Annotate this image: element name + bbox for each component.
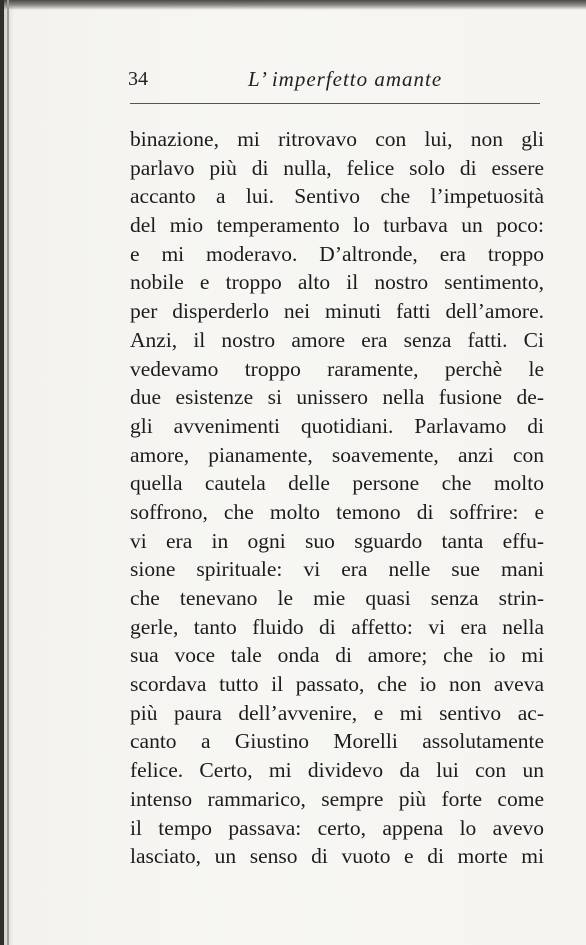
page-number: 34 [128, 68, 148, 90]
text-line: scordava tutto il passato, che io non aveva [130, 672, 544, 697]
text-line: due esistenze si unissero nella fusione de- [130, 385, 544, 410]
text-line: più paura dell’avvenire, e mi sentivo ac- [130, 700, 544, 725]
text-line: il tempo passava: certo, appena lo avevo [130, 815, 544, 840]
text-line: parlavo più di nulla, felice solo di essere [130, 155, 544, 180]
text-line: che tenevano le mie quasi senza strin- [130, 586, 544, 610]
text-line: e mi moderavo. D’altronde, era troppo [130, 241, 544, 266]
header-rule [130, 103, 540, 104]
text-line: gli avvenimenti quotidiani. Parlavamo di [130, 413, 544, 438]
page-top-edge [0, 0, 586, 10]
text-line: sione spirituale: vi era nelle sue mani [130, 557, 544, 582]
page-binding-shadow [7, 0, 9, 945]
text-line: binazione, mi ritrovavo con lui, non gli [130, 127, 544, 151]
text-line: soffrono, che molto temono di soffrire: e [130, 499, 544, 524]
text-line: per disperderlo nei minuti fatti dell’amore. [130, 299, 544, 324]
text-line: Anzi, il nostro amore era senza fatti. Ci [130, 327, 544, 352]
text-line: accanto a lui. Sentivo che l’impetuosità [130, 184, 544, 209]
text-line: nobile e troppo alto il nostro sentimento, [130, 270, 544, 295]
text-line: felice. Certo, mi dividevo da lui con un [130, 758, 544, 783]
text-line: del mio temperamento lo turbava un poco: [130, 213, 544, 238]
running-title: L’ imperfetto amante [248, 67, 443, 91]
text-line: lasciato, un senso di vuoto e di morte mi [130, 844, 544, 869]
text-line: quella cautela delle persone che molto [130, 471, 544, 496]
text-line: gerle, tanto fluido di affetto: vi era nella [130, 614, 544, 639]
text-line: intenso rammarico, sempre più forte come [130, 786, 544, 811]
text-line: canto a Giustino Morelli assolutamente [130, 729, 544, 754]
page-binding-edge [0, 0, 4, 945]
text-line: vedevamo troppo raramente, perchè le [130, 356, 544, 381]
text-line: sua voce tale onda di amore; che io mi [130, 643, 544, 668]
body-text [130, 125, 544, 871]
text-line: amore, pianamente, soavemente, anzi con [130, 442, 544, 467]
text-line: vi era in ogni suo sguardo tanta effu- [130, 528, 544, 553]
page-header [128, 64, 540, 94]
